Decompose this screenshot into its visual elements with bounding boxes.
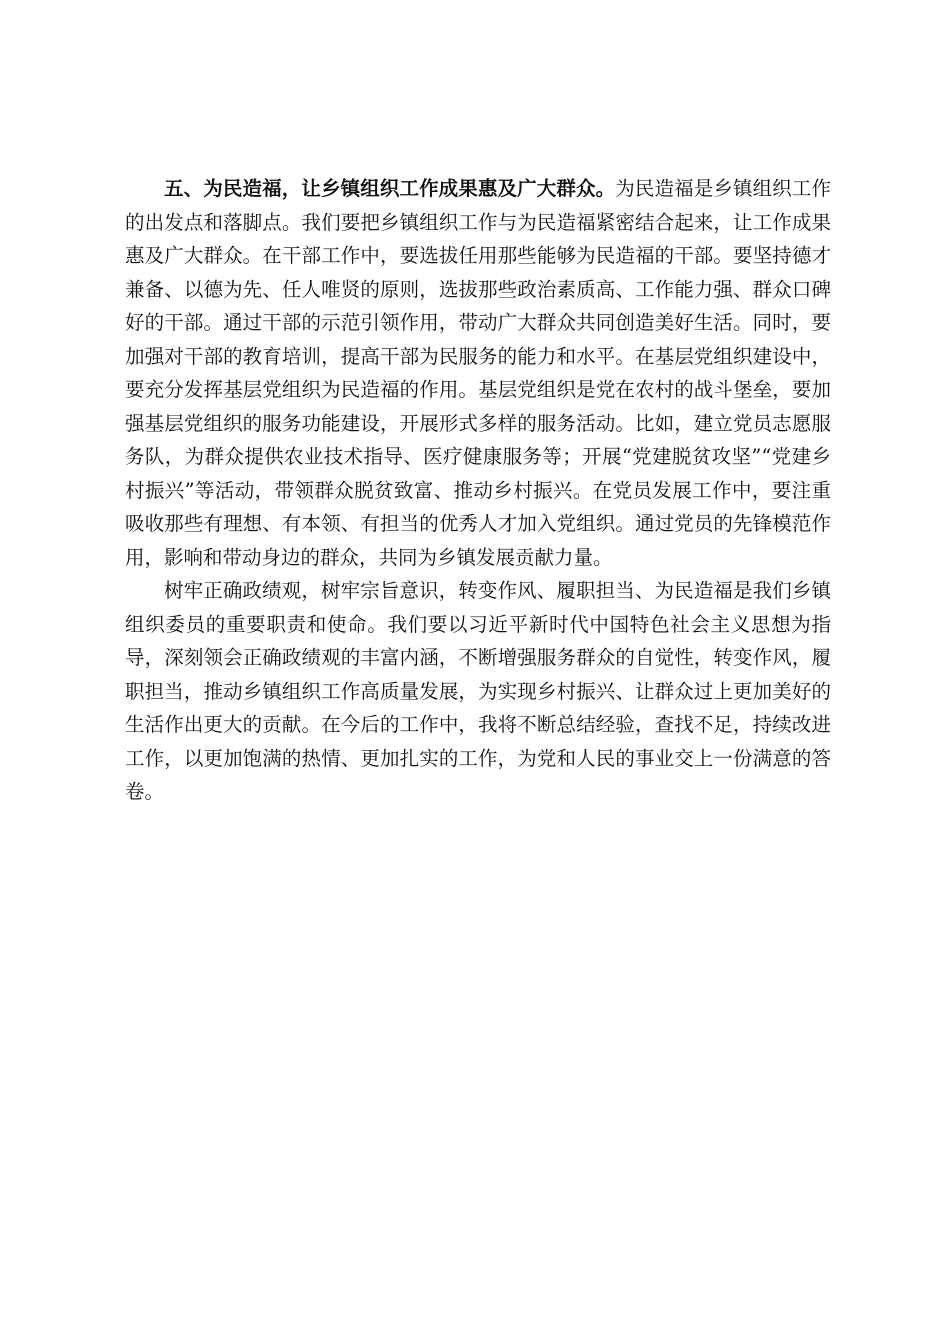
paragraph-body: 树牢正确政绩观，树牢宗旨意识，转变作风、履职担当、为民造福是我们乡镇组织委员的重要职责和使命。我们要以习近平新时代中国特色社会主义思想为指导，深刻领会正确政绩观的丰富内涵，不断增强服务群众的自觉性，转变作风，履职担当，推动乡镇组织工作高质量发展，为实现乡村振兴、让群众过上更加美好的生活作出更大的贡献。在今后的工作中，我将不断总结经验，查找不足，持续改进工作，以更加饱满的热情、更加扎实的工作，为党和人民的事业交上一份满意的答卷。 (125, 579, 831, 803)
section-heading: 五、为民造福，让乡镇组织工作成果惠及广大群众。 (164, 177, 616, 200)
document-page (125, 172, 831, 809)
paragraph-conclusion (125, 574, 831, 809)
paragraph-body: 为民造福是乡镇组织工作的出发点和落脚点。我们要把乡镇组织工作与为民造福紧密结合起来，让工作成果惠及广大群众。在干部工作中，要选拔任用那些能够为民造福的干部。要坚持德才兼备、以德为先、任人唯贤的原则，选拔那些政治素质高、工作能力强、群众口碑好的干部。通过干部的示范引领作用，带动广大群众共同创造美好生活。同时，要加强对干部的教育培训，提高干部为民服务的能力和水平。在基层党组织建设中，要充分发挥基层党组织为民造福的作用。基层党组织是党在农村的战斗堡垒，要加强基层党组织的服务功能建设，开展形式多样的服务活动。比如，建立党员志愿服务队，为群众提供农业技术指导、医疗健康服务等；开展“党建脱贫攻坚”“党建乡村振兴”等活动，带领群众脱贫致富、推动乡村振兴。在党员发展工作中，要注重吸收那些有理想、有本领、有担当的优秀人才加入党组织。通过党员的先锋模范作用，影响和带动身边的群众，共同为乡镇发展贡献力量。 (125, 177, 831, 569)
paragraph-section-five (125, 172, 831, 574)
